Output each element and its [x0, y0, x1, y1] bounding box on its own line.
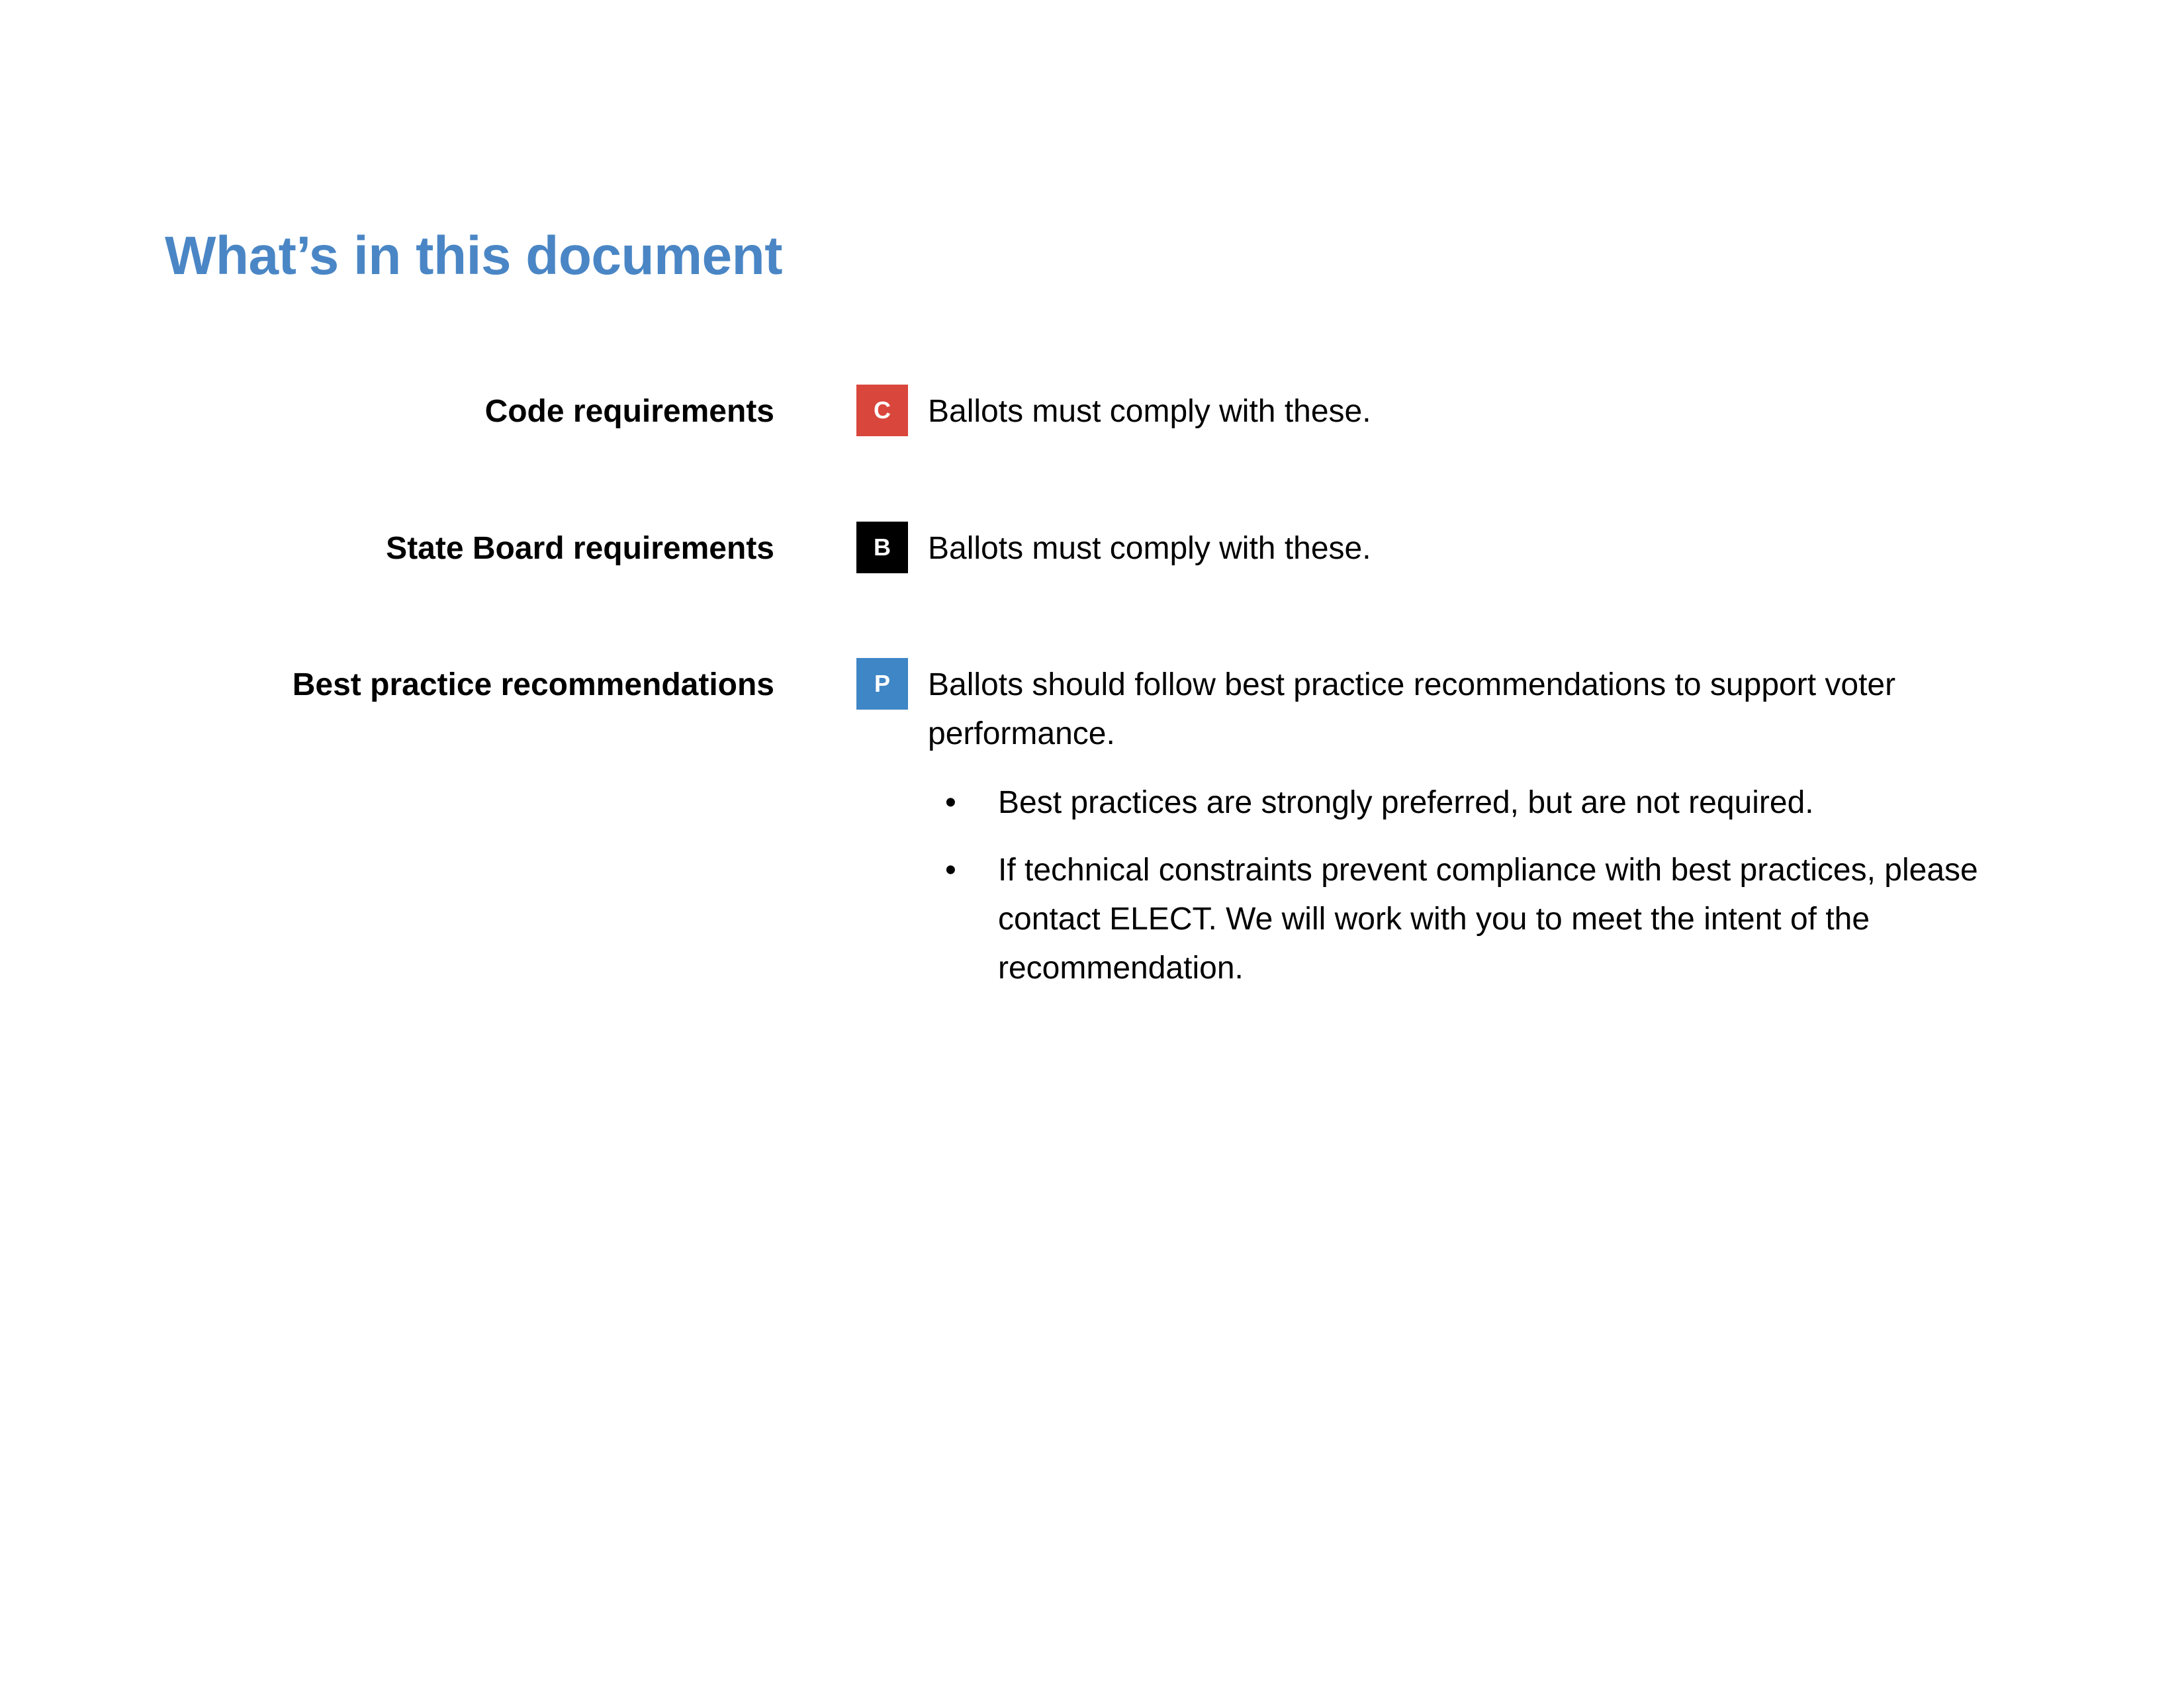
bullet-text: If technical constraints prevent compliance with best practices, please contact ELECT. We will work with you to meet the intent of the recommendation.: [998, 853, 1978, 986]
list-item: [928, 846, 2079, 993]
best-practice-paragraph: Ballots should follow best practice recommendations to support voter performance.: [928, 667, 1896, 751]
list-item: [928, 778, 2079, 827]
bullet-text: Best practices are strongly preferred, but are not required.: [998, 785, 1814, 820]
bullet-icon: •: [945, 785, 956, 820]
best-practice-recommendations-label: Best practice recommendations: [292, 667, 774, 702]
bullet-icon: •: [945, 853, 956, 888]
code-requirements-description: Ballots must comply with these.: [928, 394, 1371, 429]
code-badge-icon: C: [856, 385, 908, 436]
code-requirements-label: Code requirements: [484, 394, 774, 429]
practice-badge-icon: P: [856, 658, 908, 710]
state-board-requirements-description: Ballots must comply with these.: [928, 531, 1371, 566]
best-practice-recommendations-description: [928, 661, 2079, 1011]
best-practice-bullet-list: [928, 778, 2079, 993]
board-badge-icon: B: [856, 522, 908, 573]
page-title: What’s in this document: [165, 226, 783, 286]
state-board-requirements-label: State Board requirements: [386, 531, 774, 566]
